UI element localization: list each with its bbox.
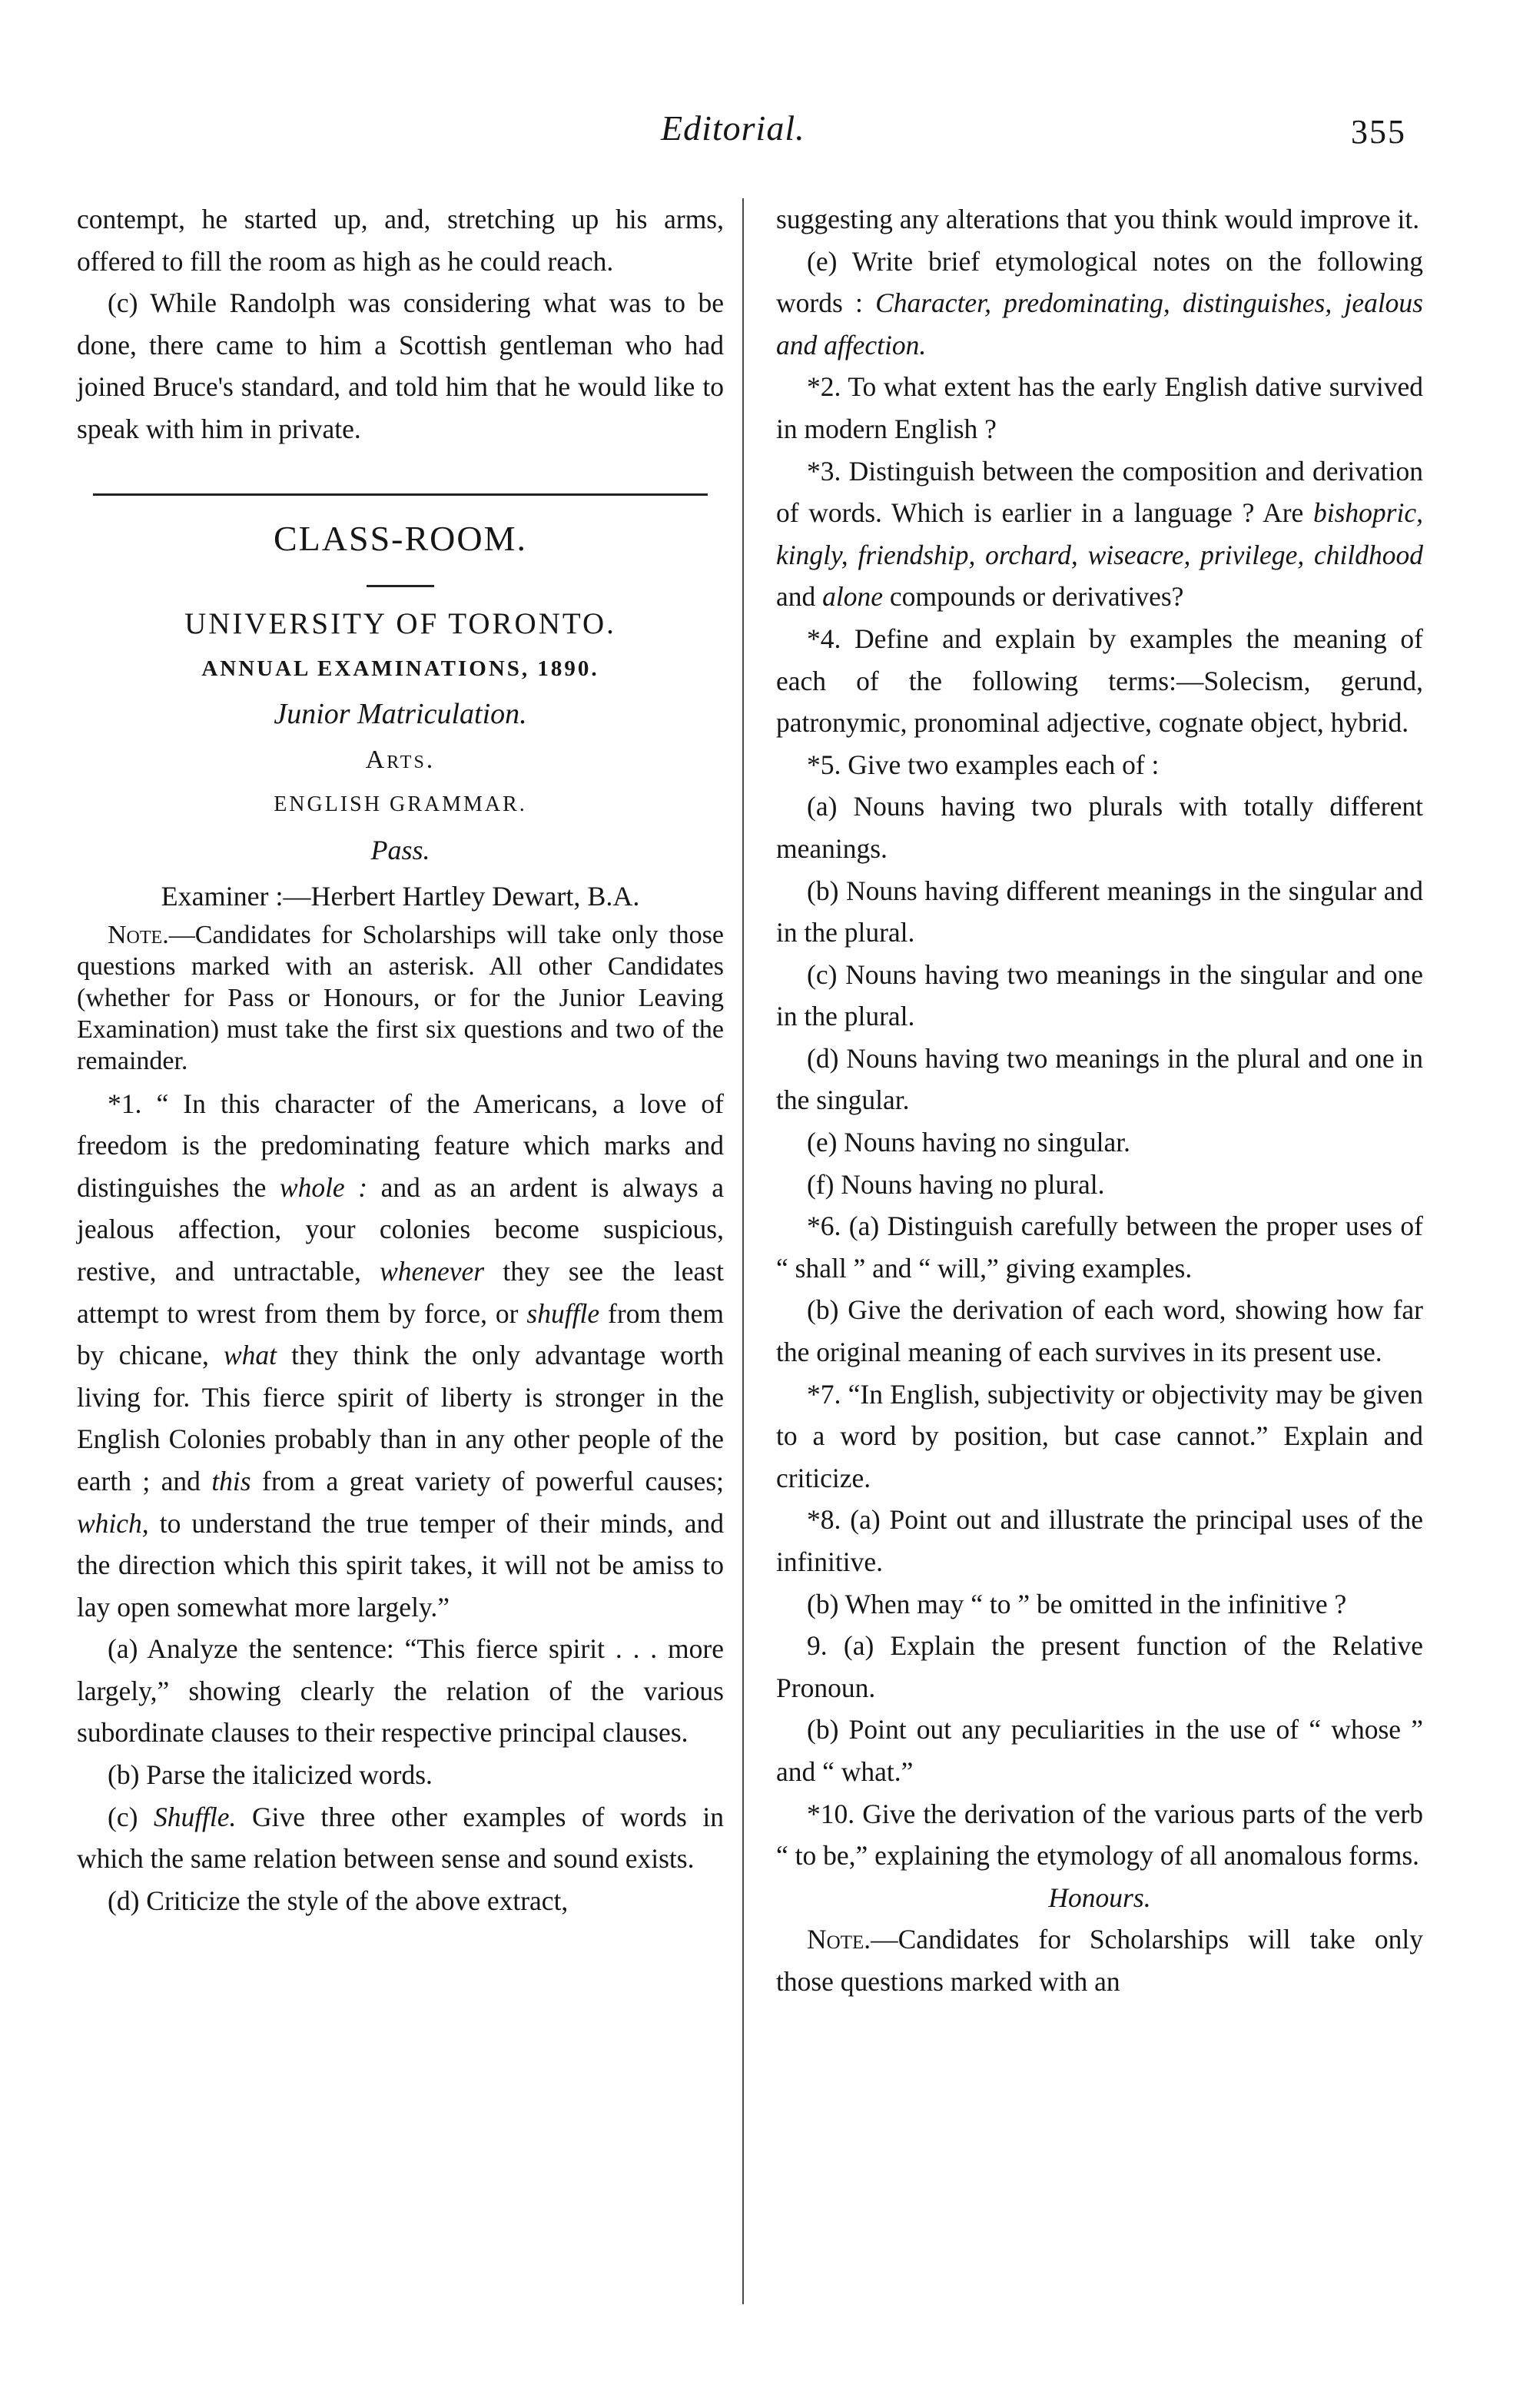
question-8a: *8. (a) Point out and illustrate the principal uses of the infinitive. — [776, 1504, 1423, 1577]
university-heading: UNIVERSITY OF TORONTO. — [184, 606, 616, 640]
q1-italic-word: this — [211, 1465, 251, 1496]
question-9b: (b) Point out any peculiarities in the use of “ whose ” and “ what.” — [776, 1714, 1423, 1787]
question-1d: (d) Criticize the style of the above extract, — [108, 1885, 569, 1916]
question-5e: (e) Nouns having no singular. — [807, 1127, 1131, 1158]
q1-italic-word: which, — [77, 1507, 149, 1539]
right-column — [776, 198, 1423, 2003]
left-column — [77, 198, 724, 1921]
q1c-label: (c) — [108, 1801, 154, 1832]
honours-note-text: —Candidates for Scholarships will take only those questions marked with an — [776, 1924, 1423, 1997]
q1-italic-word: shuffle — [526, 1297, 600, 1329]
q1-text: they think the only advantage worth living for. This fierce spirit of liberty is stronger in the English Colonies probably than in any other people of the earth ; and — [77, 1340, 725, 1496]
question-5c: (c) Nouns having two meanings in the singular and one in the plural. — [776, 958, 1423, 1032]
paragraph-randolph: (c) While Randolph was considering what was to be done, there came to him a Scottish gentleman who had joined Bruce's standard, and told him that he would like to speak with him in private. — [77, 287, 724, 444]
question-5: *5. Give two examples each of : — [807, 749, 1160, 780]
question-2: *2. To what extent has the early English dative survived in modern English ? — [776, 371, 1423, 444]
subject-heading: ENGLISH GRAMMAR. — [274, 792, 527, 816]
q1-text: they see the least attempt to wrest from them by force, or — [77, 1255, 724, 1329]
page-number: 355 — [1351, 113, 1406, 151]
question-5f: (f) Nouns having no plural. — [807, 1168, 1105, 1200]
question-10: *10. Give the derivation of the various parts of the verb “ to be,” explaining the etymology of all anomalous forms. — [776, 1798, 1423, 1872]
question-1b: (b) Parse the italicized words. — [108, 1759, 433, 1791]
question-6a: *6. (a) Distinguish carefully between the proper uses of “ shall ” and “ will,” giving examples. — [776, 1211, 1423, 1284]
q1-text: *1. “ In this character of the Americans, a love of freedom is the predominating feature which marks and distinguishes the — [77, 1088, 724, 1203]
q1-italic-word: whole : — [279, 1171, 368, 1203]
q1-italic-word: what — [224, 1340, 277, 1371]
note-paragraph — [77, 919, 724, 1077]
q1-italic-word: whenever — [380, 1255, 485, 1287]
question-8b: (b) When may “ to ” be omitted in the infinitive ? — [807, 1588, 1347, 1619]
faculty-heading: Arts. — [365, 745, 436, 774]
question-4: *4. Define and explain by examples the meaning of each of the following terms:—Solecism, gerund, patronymic, pronominal adjective, cognate object, hybrid. — [776, 623, 1423, 739]
q3-text: compounds or derivatives? — [883, 581, 1184, 613]
q1-text: from a great variety of powerful causes; — [251, 1465, 724, 1496]
section-divider — [93, 493, 708, 496]
honours-heading: Honours. — [1048, 1882, 1151, 1913]
q3-text: *3. Distinguish between the composition and derivation of words. Which is earlier in a language ? Are — [776, 455, 1423, 529]
honours-note — [776, 1918, 1423, 2002]
matriculation-heading: Junior Matriculation. — [274, 697, 527, 730]
pass-heading: Pass. — [370, 834, 430, 865]
title-rule — [367, 585, 434, 587]
question-3 — [776, 450, 1423, 618]
question-1a: (a) Analyze the sentence: “This fierce spirit . . . more largely,” showing clearly the relation of the various subordinate clauses to their respective principal clauses. — [77, 1633, 724, 1749]
question-1 — [77, 1083, 724, 1629]
question-9a: 9. (a) Explain the present function of the Relative Pronoun. — [776, 1630, 1423, 1703]
q1-text: to understand the true temper of their minds, and the direction which this spirit takes, it will not be amiss to lay open somewhat more largely.” — [77, 1507, 724, 1622]
running-title: Editorial. — [661, 108, 805, 148]
q1-text: from them by chicane, — [77, 1297, 724, 1371]
question-1d-continuation: suggesting any alterations that you think would improve it. — [776, 204, 1420, 234]
q3-italic-words: bishopric, kingly, friendship, orchard, wiseacre, privilege, childhood — [776, 497, 1423, 570]
column-divider — [742, 198, 744, 2304]
q3-italic-word: alone — [822, 581, 884, 613]
honours-note-label: Note. — [807, 1924, 871, 1955]
question-6b: (b) Give the derivation of each word, showing how far the original meaning of each survives in its present use. — [776, 1294, 1423, 1368]
question-5d: (d) Nouns having two meanings in the plural and one in the singular. — [776, 1042, 1423, 1116]
running-head — [0, 108, 1533, 161]
question-1c — [77, 1796, 724, 1880]
q3-text: and — [776, 581, 823, 613]
q1c-text: Give three other examples of words in which the same relation between sense and sound exists. — [77, 1801, 725, 1875]
q1e-italic-words: Character, predominating, distinguishes, jealous and affection. — [776, 287, 1423, 360]
note-label: Note. — [108, 920, 169, 949]
examiner-line: Examiner :—Herbert Hartley Dewart, B.A. — [161, 880, 640, 912]
section-title: CLASS-ROOM. — [273, 518, 527, 558]
question-1e — [776, 241, 1423, 367]
question-7: *7. “In English, subjectivity or objectivity may be given to a word by position, but case cannot.” Explain and criticize. — [776, 1378, 1423, 1493]
question-5b: (b) Nouns having different meanings in the singular and in the plural. — [776, 875, 1423, 948]
question-5a: (a) Nouns having two plurals with totally different meanings. — [776, 791, 1423, 864]
q1-text: and as an ardent is always a jealous affection, your colonies become suspicious, restive, and untractable, — [77, 1171, 725, 1287]
q1e-text: (e) Write brief etymological notes on the following words : — [776, 245, 1423, 319]
q1c-italic-word: Shuffle. — [153, 1801, 237, 1832]
paragraph-continuation: contempt, he started up, and, stretching up his arms, offered to fill the room as high as he could reach. — [77, 204, 724, 277]
note-text: —Candidates for Scholarships will take only those questions marked with an asterisk. All other Candidates (whether for Pass or Honours, or for the Junior Leaving Examination) must take the first six questions and two of the remainder. — [77, 920, 724, 1075]
exam-heading: ANNUAL EXAMINATIONS, 1890. — [201, 656, 599, 681]
